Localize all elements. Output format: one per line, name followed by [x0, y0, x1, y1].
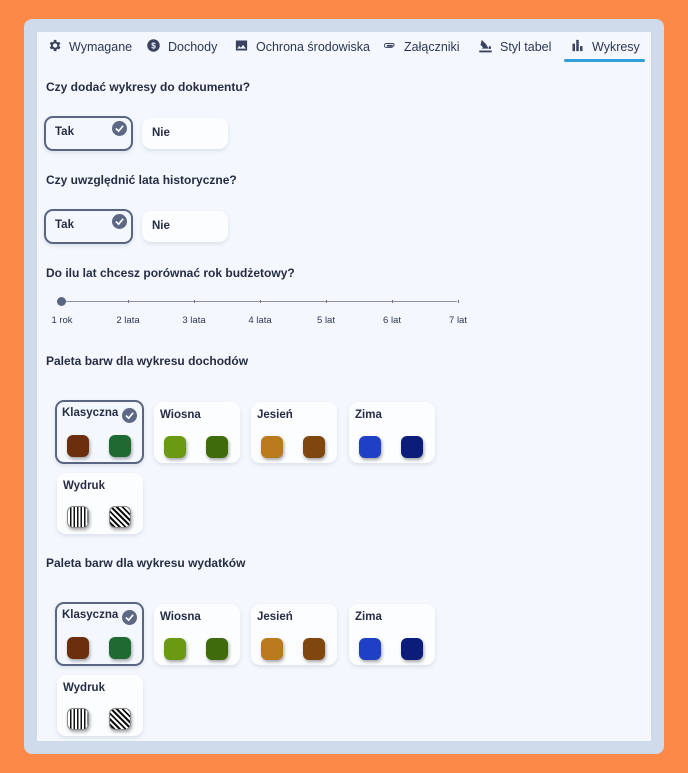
palette-wydruk[interactable] — [57, 473, 143, 534]
question-historical-years: Czy uwzględnić lata historyczne? — [46, 173, 237, 187]
color-swatch — [164, 638, 186, 660]
color-swatch — [303, 638, 325, 660]
palette-jesien[interactable] — [251, 604, 337, 665]
tab-styl-tabel[interactable] — [478, 37, 551, 57]
color-swatch — [261, 638, 283, 660]
color-swatch — [67, 637, 89, 659]
palette-zima[interactable] — [349, 402, 435, 463]
palette-name: Wydruk — [63, 682, 105, 694]
vertical-stripes-swatch — [67, 708, 89, 730]
option-label: Nie — [152, 220, 170, 232]
palette-jesien[interactable] — [251, 402, 337, 463]
slider-label[interactable]: 7 lat — [449, 315, 467, 326]
question-years-compare: Do ilu lat chcesz porównać rok budżetowy? — [46, 266, 295, 280]
palette-name: Wiosna — [160, 611, 201, 623]
slider-label[interactable]: 1 rok — [51, 315, 73, 326]
color-swatch — [109, 435, 131, 457]
tab-label: Dochody — [168, 40, 218, 54]
slider-tick — [260, 300, 261, 303]
palette-wiosna[interactable] — [154, 604, 240, 665]
question-expense-palette: Paleta barw dla wykresu wydatków — [46, 556, 246, 570]
palette-klasyczna[interactable] — [55, 400, 144, 464]
slider-label[interactable]: 5 lat — [317, 315, 335, 326]
palette-name: Klasyczna — [62, 407, 119, 419]
slider-label[interactable]: 2 lata — [116, 315, 140, 326]
bar-chart-icon — [570, 38, 585, 56]
slider-label[interactable]: 3 lata — [182, 315, 206, 326]
color-swatch — [359, 638, 381, 660]
palette-zima[interactable] — [349, 604, 435, 665]
option-no[interactable] — [142, 118, 228, 149]
palette-klasyczna[interactable] — [55, 602, 144, 666]
color-swatch — [359, 436, 381, 458]
color-swatch — [401, 436, 423, 458]
slider-tick — [128, 300, 129, 303]
palette-name: Klasyczna — [62, 609, 119, 621]
palette-name: Wydruk — [63, 480, 105, 492]
palette-name: Wiosna — [160, 409, 201, 421]
diagonal-stripes-swatch — [109, 708, 131, 730]
check-icon — [112, 214, 127, 229]
years-slider-handle[interactable] — [57, 297, 66, 306]
gear-icon — [47, 38, 62, 56]
color-swatch — [401, 638, 423, 660]
svg-text:$: $ — [151, 41, 156, 51]
check-icon — [112, 121, 127, 136]
diagonal-stripes-swatch — [109, 506, 131, 528]
dollar-icon — [146, 38, 161, 56]
slider-tick — [326, 300, 327, 303]
color-swatch — [109, 637, 131, 659]
option-yes[interactable] — [44, 209, 133, 244]
color-swatch — [67, 435, 89, 457]
tab-label: Wykresy — [592, 40, 640, 54]
settings-panel — [37, 32, 651, 741]
active-tab-indicator — [564, 59, 645, 62]
tab-dochody[interactable] — [146, 37, 217, 57]
tab-label: Ochrona środowiska — [256, 40, 370, 54]
tab-label: Styl tabel — [500, 40, 552, 54]
option-label: Tak — [55, 126, 74, 138]
image-icon — [234, 38, 249, 56]
slider-tick — [458, 300, 459, 303]
palette-name: Zima — [355, 409, 382, 421]
slider-label[interactable]: 6 lat — [383, 315, 401, 326]
check-icon — [122, 408, 137, 423]
color-swatch — [206, 638, 228, 660]
tab-ochrona-srodowiska[interactable] — [234, 37, 370, 57]
option-label: Tak — [55, 219, 74, 231]
check-icon — [122, 610, 137, 625]
tab-zalaczniki[interactable] — [382, 37, 460, 57]
option-no[interactable] — [142, 211, 228, 242]
color-swatch — [164, 436, 186, 458]
paint-bucket-icon — [478, 38, 493, 56]
palette-wydruk[interactable] — [57, 675, 143, 736]
slider-tick — [392, 300, 393, 303]
tab-label: Załączniki — [404, 40, 460, 54]
vertical-stripes-swatch — [67, 506, 89, 528]
option-label: Nie — [152, 127, 170, 139]
tab-label: Wymagane — [69, 40, 133, 54]
tab-wymagane[interactable] — [47, 37, 132, 57]
color-swatch — [261, 436, 283, 458]
palette-wiosna[interactable] — [154, 402, 240, 463]
tab-wykresy[interactable] — [570, 37, 640, 57]
option-yes[interactable] — [44, 116, 133, 151]
question-income-palette: Paleta barw dla wykresu dochodów — [46, 354, 249, 368]
question-add-charts: Czy dodać wykresy do dokumentu? — [46, 80, 251, 94]
years-slider-track[interactable] — [61, 301, 457, 302]
slider-tick — [194, 300, 195, 303]
palette-name: Jesień — [257, 611, 293, 623]
paperclip-icon — [382, 38, 397, 56]
slider-label[interactable]: 4 lata — [248, 315, 272, 326]
color-swatch — [206, 436, 228, 458]
color-swatch — [303, 436, 325, 458]
palette-name: Jesień — [257, 409, 293, 421]
palette-name: Zima — [355, 611, 382, 623]
